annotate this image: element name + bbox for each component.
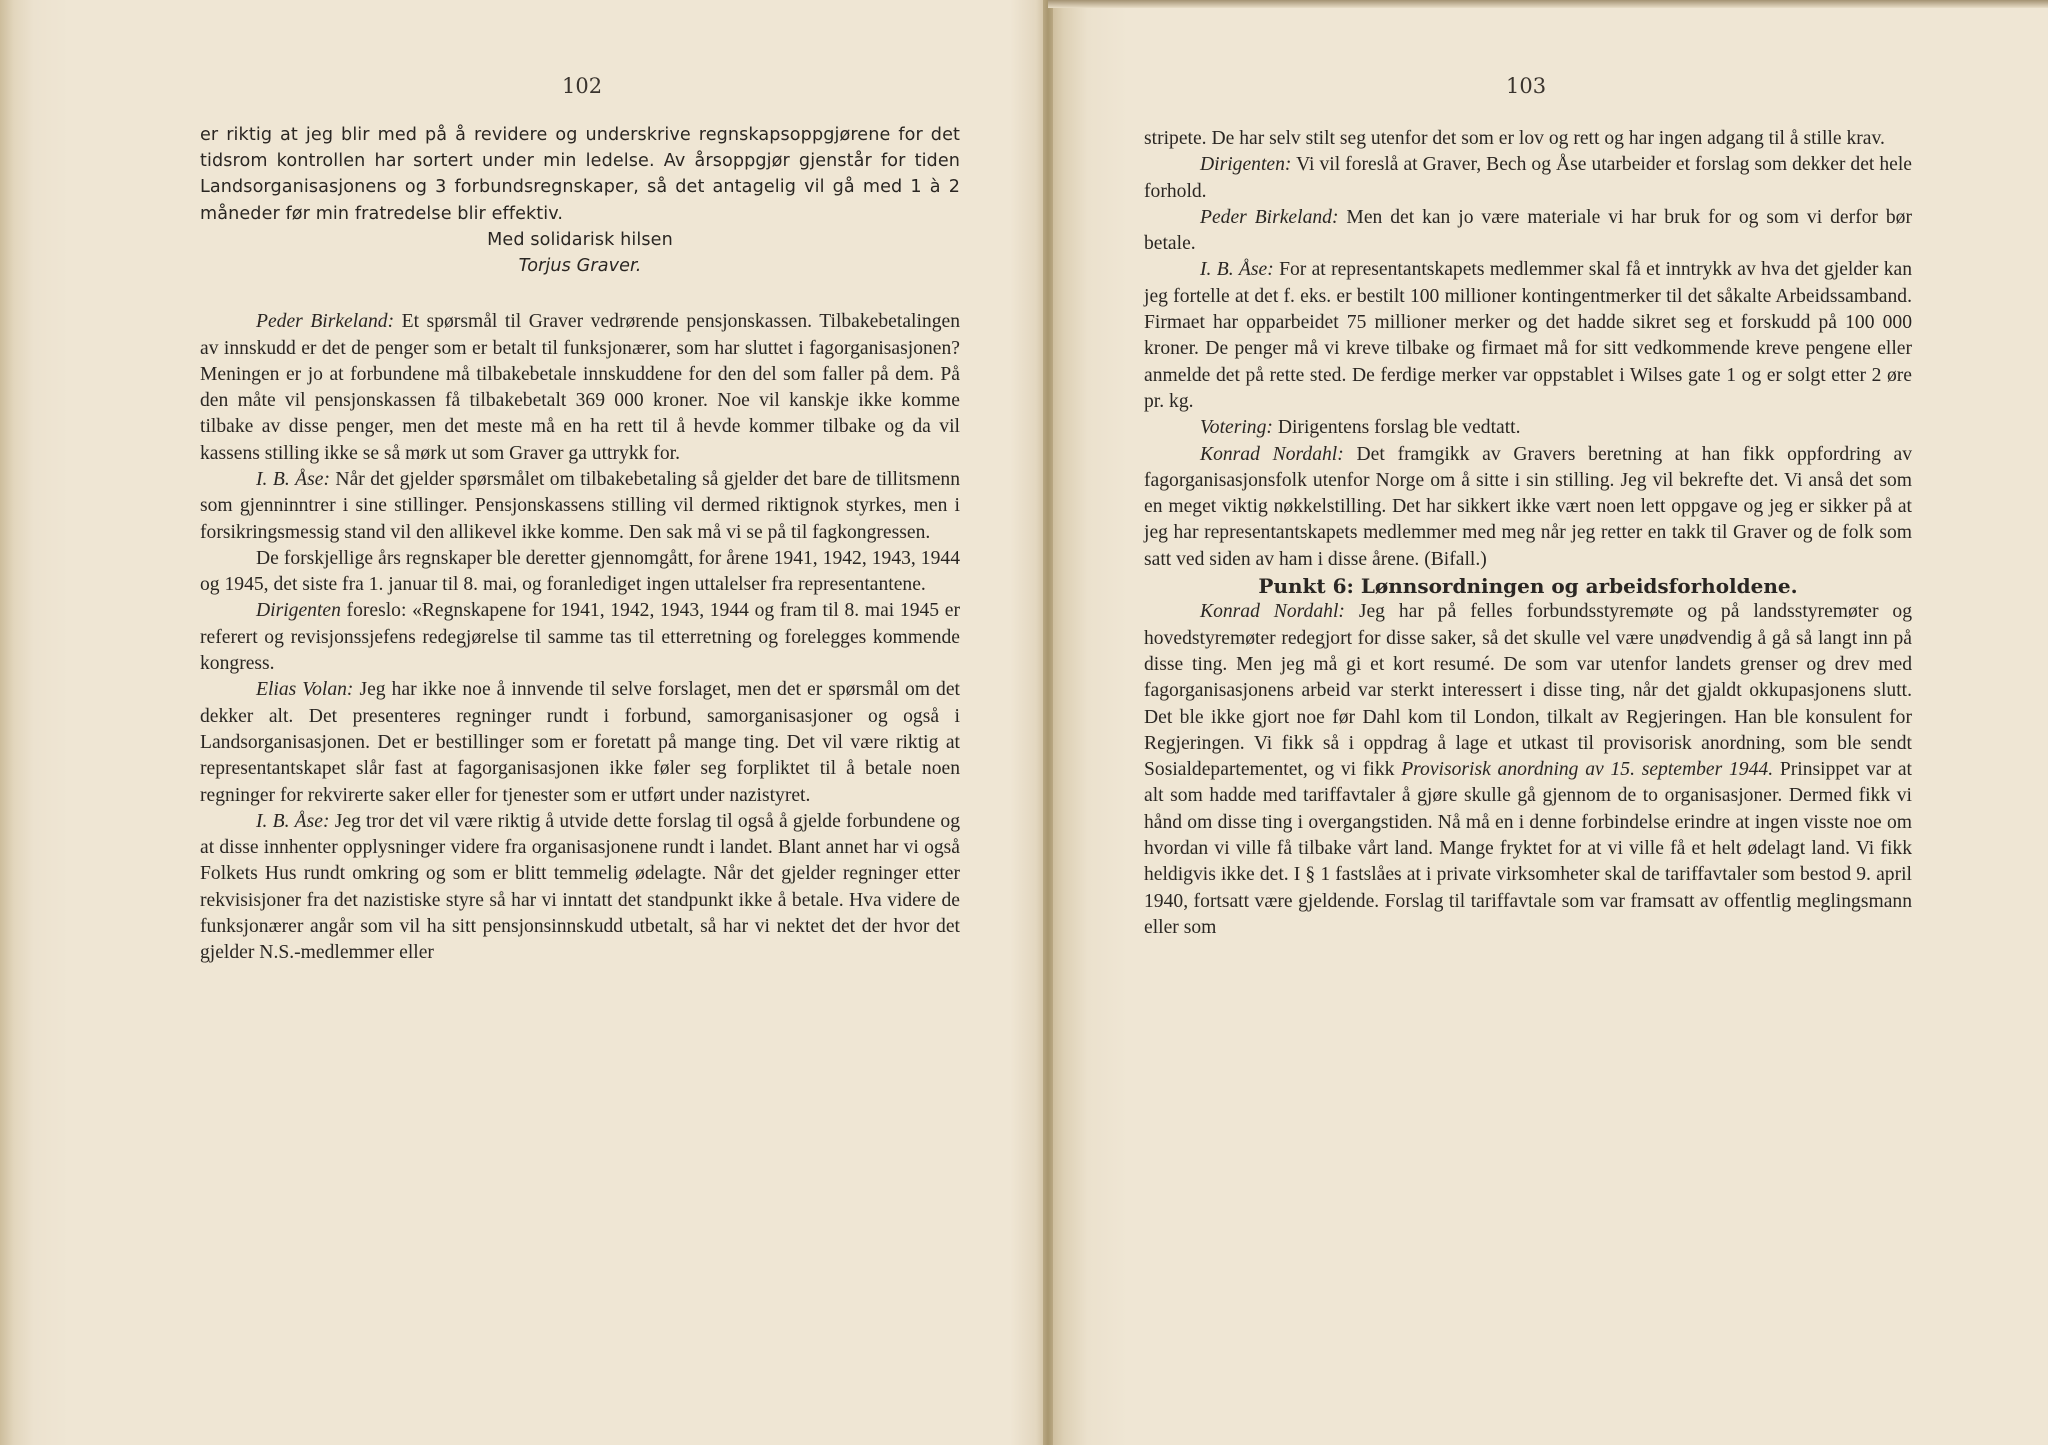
speech-text: Når det gjelder spørsmålet om tilbakebetaling så gjelder det bare de tillitsmenn som gjenninntrer i sine stillinger. Pensjonskassens stilling vil dermed riktignok styrkes, men i forsikringsmessig stand vil den allikevel ikke komme. Den sak må vi se på til fagkongressen. [200, 469, 960, 543]
right-page [1048, 0, 2048, 1445]
speaker-name: I. B. Åse: [256, 469, 330, 490]
speech-text: For at representantskapets medlemmer skal få et inntrykk av hva det gjelder kan jeg fortelle at det f. eks. er bestilt 100 millioner kontingentmerker til det såkalte Arbeidssamband. Firmaet har opparbeidet 75 millioner merker og det hadde sikret seg et forskudd på 100 000 kroner. De penger må vi kreve tilbake og firmaet må for sitt vedkommende kreve pengene eller anmelde det på rette sted. De ferdige merker var oppstablet i Wilses gate 1 og er solgt etter 2 øre pr. kg. [1144, 259, 1912, 412]
speaker-name: I. B. Åse: [1200, 259, 1274, 281]
speaker-name: Elias Volan: [256, 679, 354, 701]
page-number-right: 103 [1506, 74, 1547, 98]
speaker-name: Peder Birkeland: [256, 311, 395, 333]
speech-text: Prinsippet var at alt som hadde med tariffavtaler å gjøre skulle gå gjennom de to organisasjoner. Dermed fikk vi hånd om disse ting i overgangstiden. Nå må en i denne forbindelse erindre at ingen visste noe om hvordan vi ville få tilbake vårt land. Mange fryktet for at vi ville få et helt ødelagt land. Vi fikk heldigvis ikke det. I § 1 fastslåes at i private virksomheter skal de tariffavtaler som bestod 9. april 1940, fortsatt være gjeldende. Forslag til tariffavtale som var framsatt av offentlig meglingsmann eller som [1144, 759, 1912, 938]
speech-paragraph [1144, 415, 1912, 441]
letter-paragraph: er riktig at jeg blir med på å revidere og underskrive regnskapsoppgjørene for det tidsrom kontrollen har sortert under min ledelse. Av årsoppgjør gjenstår for tiden Landsorganisasjonens og 3 forbundsregnskaper, så det antagelig vil gå med 1 à 2 måneder før min fratredelse blir effektiv. [200, 125, 960, 224]
right-page-body [1144, 126, 1912, 941]
speech-text: foreslo: «Regnskapene for 1941, 1942, 1943, 1944 og fram til 8. mai 1945 er referert og revisjonssjefens redegjørelse til samme tas til etterretning og forelegges kommende kongress. [200, 600, 960, 675]
book-gutter [1043, 0, 1053, 1445]
speech-paragraph [200, 809, 960, 967]
speaker-name: Konrad Nordahl: [1200, 601, 1345, 623]
page-top-edge [1048, 0, 2048, 8]
speaker-name: Votering: [1200, 417, 1273, 439]
speech-text: Jeg har på felles forbundsstyremøte og på landsstyremøter og hovedstyremøter redegjort for disse saker, så det skulle vel være unødvendig å gå så langt inn på disse ting. Men jeg må gi et kort resumé. De som var utenfor landets grenser og drev med fagorganisasjonens arbeid var sterkt interessert i disse ting, når det gjaldt okkupasjonens slutt. Det ble ikke gjort noe før Dahl kom til London, tilkalt av Regjeringen. Han ble konsulent for Regjeringen. Vi fikk så i oppdrag å lage et utkast til provisorisk anordning, som ble sendt Sosialdepartementet, og vi fikk [1144, 601, 1912, 781]
speech-text: Vi vil foreslå at Graver, Bech og Åse utarbeider et forslag som dekker det hele forhold. [1144, 154, 1912, 202]
speech-paragraph [200, 467, 960, 546]
speech-paragraph [200, 677, 960, 808]
speech-paragraph [1144, 257, 1912, 415]
speech-paragraph [200, 598, 960, 677]
speech-paragraph [200, 309, 960, 467]
speech-paragraph [1144, 442, 1912, 573]
speech-text: Jeg tror det vil være riktig å utvide dette forslag til også å gjelde forbundene og at disse innhenter opplysninger videre fra organisasjonene rundt i landet. Blant annet har vi også Folkets Hus rundt omkring og som er blitt temmelig ødelagte. Når det gjelder regninger etter rekvisisjoner fra det nazistiske styre så har vi inntatt det standpunkt ikke å betale. Hva videre de funksjonærer angår som vil ha sitt pensjonsinnskudd utbetalt, så har vi nektet det der hvor det gjelder N.S.-medlemmer eller [200, 810, 960, 964]
section-heading: Punkt 6: Lønnsordningen og arbeidsforholdene. [1258, 574, 1798, 599]
narrative-paragraph [200, 546, 960, 599]
speaker-name: Konrad Nordahl: [1200, 443, 1344, 465]
speaker-name: Dirigenten: [1200, 154, 1292, 176]
speech-text: stripete. De har selv stilt seg utenfor det som er lov og rett og har ingen adgang til å stille krav. [1144, 128, 1885, 149]
letter-signature: Torjus Graver. [518, 256, 642, 277]
page-number-left: 102 [562, 74, 603, 98]
speech-text: Det framgikk av Gravers beretning at han fikk oppfordring av fagorganisasjonsfolk utenfor Norge om å sitte i sin stilling. Jeg vil bekrefte det. Vi anså det som en meget viktig nøkkelstilling. Det har sikkert ikke vært noen lett oppgave og jeg er sikker på at jeg har representantskapets medlemmer med meg når jeg retter en takk til Graver og de folk som satt ved siden av ham i disse årene. (Bifall.) [1144, 443, 1912, 570]
speech-paragraph [1144, 152, 1912, 205]
emphasized-title: Provisorisk anordning av 15. september 1944. [1401, 759, 1774, 781]
speech-paragraph [1144, 126, 1912, 152]
speech-text: Jeg har ikke noe å innvende til selve forslaget, men det er spørsmål om det dekker alt. Det presenteres regninger rundt i forbund, samorganisasjoner og også i Landsorganisasjonen. Det er bestillinger som er foretatt på mange ting. Det vil være riktig at representantskapet slår fast at fagorganisasjonen ikke føler seg forpliktet til å betale noen regninger for rekvirerte saker eller for tjenester som er utført under nazistyret. [200, 679, 960, 806]
speaker-name: I. B. Åse: [256, 810, 330, 832]
speech-text: Men det kan jo være materiale vi har bruk for og som vi derfor bør betale. [1144, 206, 1912, 255]
speech-text: Et spørsmål til Graver vedrørende pensjonskassen. Tilbakebetalingen av innskudd er det de penger som er betalt til funksjonærer, som har sluttet i fagorganisasjonen? Meningen er jo at forbundene må tilbakebetale innskuddene for den del som faller på dem. På den måte vil pensjonskassen få tilbakebetalt 369 000 kroner. Noe vil kanskje ikke komme tilbake av disse penger, men det meste må en ha rett til å hevde kommer tilbake og da vil kassens stilling ikke se så mørk ut som Graver ga uttrykk for. [200, 311, 960, 464]
speaker-name: Peder Birkeland: [1200, 206, 1339, 228]
speaker-name: Dirigenten [256, 600, 341, 622]
left-page-body [200, 122, 960, 967]
narrative-text: De forskjellige års regnskaper ble deretter gjennomgått, for årene 1941, 1942, 1943, 1944 og 1945, det siste fra 1. januar til 8. mai, og foranlediget ingen uttalelser fra representantene. [200, 547, 960, 596]
speech-paragraph [1144, 599, 1912, 941]
letter-closing: Med solidarisk hilsen [487, 229, 673, 250]
speech-text: Dirigentens forslag ble vedtatt. [1272, 417, 1521, 439]
speech-paragraph [1144, 205, 1912, 258]
